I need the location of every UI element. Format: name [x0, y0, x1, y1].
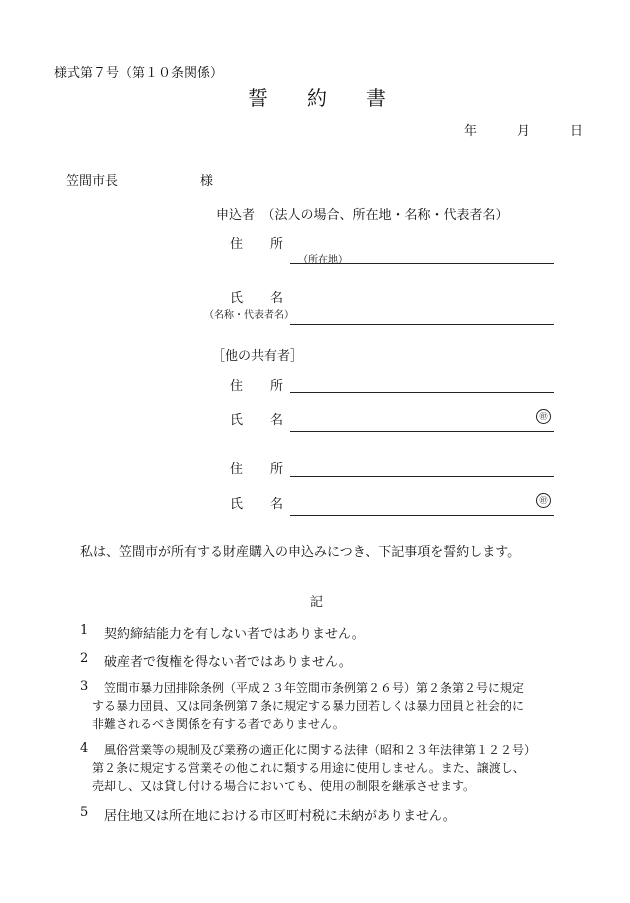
form-number: 様式第７号（第１０条関係）	[54, 66, 224, 81]
addressee-name: 笠間市長	[66, 174, 119, 189]
ki-heading: 記	[310, 595, 324, 610]
item-2-line-1: 破産者で復権を得ない者ではありません。	[104, 655, 352, 670]
item-4-line-3: 売却し、又は貸し付ける場合においても、使用の制限を継承させます。	[92, 779, 476, 793]
co-owner1-address-label-2: 所	[270, 379, 284, 394]
co-owner1-name-line[interactable]	[290, 431, 554, 432]
applicant-name-label-2: 名	[270, 291, 284, 306]
item-1-line-1: 契約締結能力を有しない者ではありません。	[104, 627, 365, 642]
co-owner2-address-line[interactable]	[290, 476, 554, 477]
co-owner1-address-label-1: 住	[230, 379, 244, 394]
co-owner2-name-label-1: 氏	[230, 497, 244, 512]
date-day: 日	[570, 124, 584, 139]
co-owner2-name-line[interactable]	[290, 515, 554, 516]
document-title-char-2: 約	[307, 86, 329, 110]
document-title-char-1: 誓	[248, 86, 270, 110]
seal-icon: ㊞	[536, 493, 551, 508]
item-2-number: 2	[80, 651, 89, 666]
document-title-char-3: 書	[366, 86, 388, 110]
item-4-line-1: 風俗営業等の規制及び業務の適正化に関する法律（昭和２３年法律第１２２号）	[104, 743, 537, 757]
date-month: 月	[517, 124, 531, 139]
co-owner2-address-label-1: 住	[230, 462, 244, 477]
applicant-heading: 申込者 （法人の場合、所在地・名称・代表者名）	[216, 208, 509, 223]
item-3-line-3: 非難されるべき関係を有する者でありません。	[92, 717, 345, 731]
applicant-address-label-2: 所	[270, 237, 284, 252]
item-5-line-1: 居住地又は所在地における市区町村税に未納がありません。	[104, 809, 456, 824]
pledge-statement: 私は、笠間市が所有する財産購入の申込みにつき、下記事項を誓約します。	[80, 545, 521, 560]
applicant-address-line[interactable]	[290, 263, 554, 264]
applicant-name-label-1: 氏	[230, 291, 244, 306]
item-3-line-2: する暴力団員、又は同条例第７条に規定する暴力団若しくは暴力団員と社会的に	[92, 699, 525, 713]
co-owner1-name-label-1: 氏	[230, 413, 244, 428]
addressee-honorific: 様	[200, 174, 214, 189]
item-5-number: 5	[80, 805, 89, 820]
applicant-address-label-1: 住	[230, 237, 244, 252]
date-year: 年	[464, 124, 478, 139]
item-4-line-2: 第２条に規定する営業その他これに類する用途に使用しません。また、譲渡し、	[92, 761, 525, 775]
co-owner2-address-label-2: 所	[270, 462, 284, 477]
item-1-number: 1	[80, 623, 89, 638]
seal-icon: ㊞	[536, 409, 551, 424]
item-3-number: 3	[80, 679, 89, 694]
item-3-line-1: 笠間市暴力団排除条例（平成２３年笠間市条例第２６号）第２条第２号に規定	[104, 681, 525, 695]
applicant-name-line[interactable]	[290, 324, 554, 325]
co-owners-heading: ［他の共有者］	[212, 349, 304, 364]
co-owner2-name-label-2: 名	[270, 497, 284, 512]
applicant-name-sublabel: （名称・代表者名）	[204, 310, 294, 321]
applicant-address-sublabel: （所在地）	[298, 255, 348, 266]
co-owner1-address-line[interactable]	[290, 392, 554, 393]
co-owner1-name-label-2: 名	[270, 413, 284, 428]
item-4-number: 4	[80, 741, 89, 756]
